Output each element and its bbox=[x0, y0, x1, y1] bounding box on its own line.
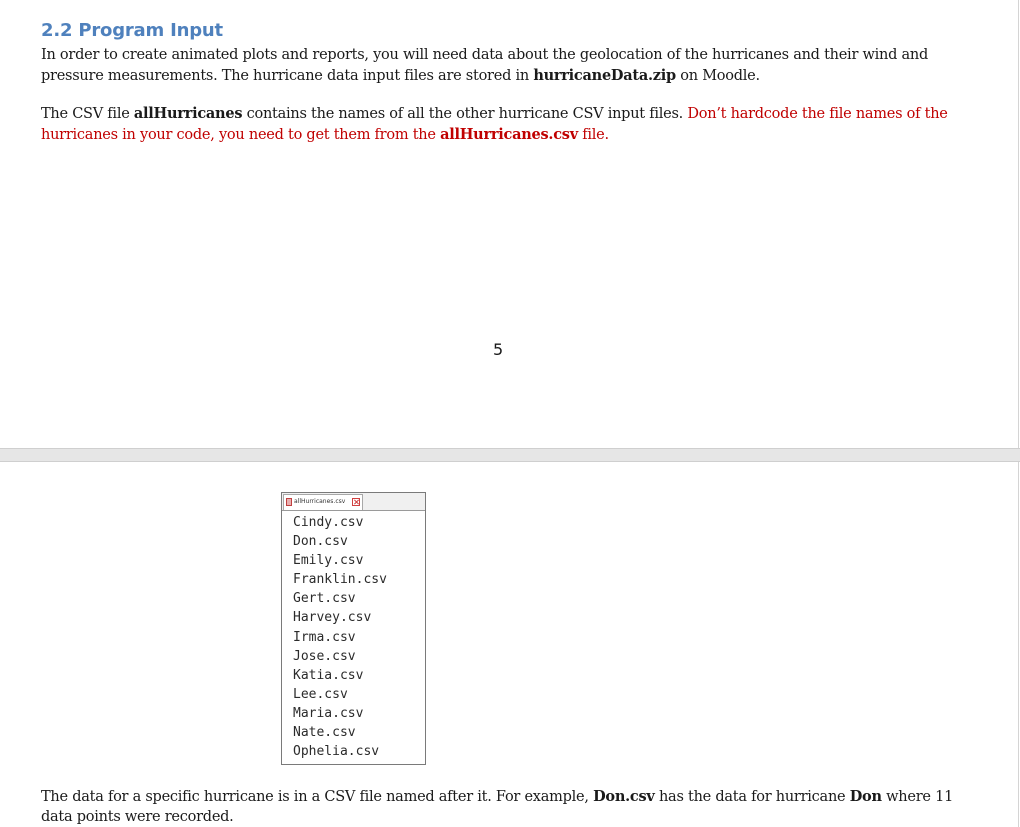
list-item: Cindy.csv bbox=[293, 515, 364, 530]
editor-tab-bar bbox=[282, 493, 425, 511]
csv-description-paragraph bbox=[41, 104, 971, 145]
list-item: Nate.csv bbox=[293, 725, 356, 741]
intro-line-1: In order to create animated plots and reports, you will need data about the geolocation of the hurricanes and their wind and bbox=[41, 47, 929, 63]
file-tab[interactable] bbox=[283, 494, 363, 510]
list-item: Gert.csv bbox=[293, 591, 356, 607]
intro-line-2-end: on Moodle. bbox=[675, 67, 760, 84]
zip-filename: hurricaneData.zip bbox=[533, 66, 676, 84]
data-desc-text-3: where 11 data points were recorded. bbox=[41, 789, 954, 825]
list-item: Maria.csv bbox=[293, 705, 364, 721]
list-item: Katia.csv bbox=[293, 667, 364, 683]
list-item: Franklin.csv bbox=[293, 572, 387, 588]
page-number: 5 bbox=[493, 340, 504, 359]
all-hurricanes-name: allHurricanes bbox=[133, 105, 243, 122]
hurricane-data-paragraph bbox=[41, 787, 971, 827]
list-item: Jose.csv bbox=[293, 648, 356, 664]
hurricane-name-don: Don bbox=[849, 788, 882, 805]
list-item: Ophelia.csv bbox=[293, 744, 380, 760]
hurricane-file-list bbox=[293, 513, 387, 761]
csv-file-preview bbox=[281, 492, 426, 765]
data-desc-text-1: The data for a specific hurricane is in a CSV file named after it. For example, bbox=[41, 789, 594, 805]
list-item: Don.csv bbox=[293, 534, 348, 550]
document-page-lower bbox=[0, 462, 1019, 827]
csv-desc-text-1: The CSV file bbox=[41, 106, 134, 122]
all-hurricanes-filename: allHurricanes.csv bbox=[440, 125, 578, 143]
page-break bbox=[0, 448, 1020, 462]
csv-file-icon bbox=[286, 498, 292, 506]
list-item: Irma.csv bbox=[293, 629, 356, 645]
don-csv-filename: Don.csv bbox=[593, 788, 655, 805]
data-desc-text-2: has the data for hurricane bbox=[654, 789, 850, 805]
hardcode-warning-end: file. bbox=[577, 126, 609, 143]
file-tab-label: allHurricanes.csv bbox=[294, 498, 346, 505]
csv-desc-text-2: contains the names of all the other hurricane CSV input files. bbox=[242, 106, 688, 122]
list-item: Lee.csv bbox=[293, 686, 348, 702]
list-item: Harvey.csv bbox=[293, 610, 372, 626]
list-item: Emily.csv bbox=[293, 553, 364, 569]
intro-paragraph bbox=[41, 46, 971, 86]
hardcode-warning: Don’t hardcode the file names of the hurricanes in your code, you need to get them from the bbox=[41, 106, 948, 143]
intro-line-2-text: pressure measurements. The hurricane data input files are stored in bbox=[41, 67, 534, 84]
section-heading: 2.2 Program Input bbox=[41, 20, 223, 41]
close-icon[interactable] bbox=[352, 498, 360, 506]
